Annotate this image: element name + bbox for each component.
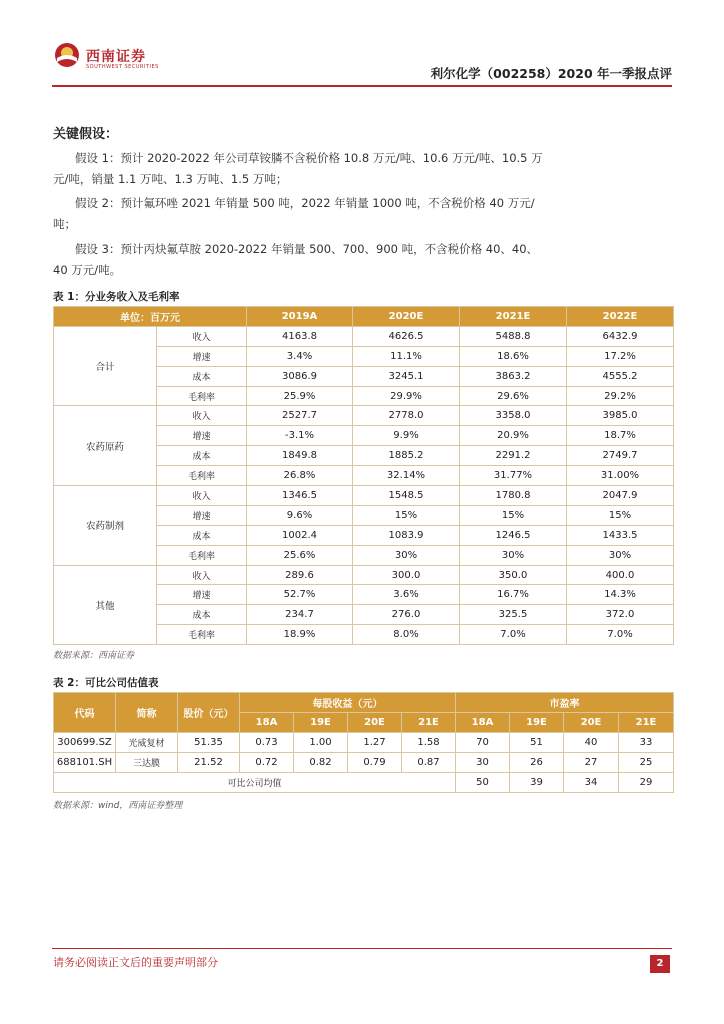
value-cell: 3245.1 bbox=[353, 366, 460, 386]
year-header: 2021E bbox=[460, 307, 567, 327]
table1-caption: 表 1：分业务收入及毛利率 bbox=[53, 291, 180, 303]
revenue-margin-table bbox=[53, 306, 674, 645]
price-header: 股价（元） bbox=[178, 693, 240, 733]
value-cell: 3.4% bbox=[247, 346, 353, 366]
pe-cell: 27 bbox=[564, 753, 619, 773]
value-cell: 3863.2 bbox=[460, 366, 567, 386]
period-header: 18A bbox=[240, 713, 294, 733]
assumption-paragraph-3: 假设 3：预计丙炔氟草胺 2020-2022 年销量 500、700、900 吨，不含税价格 40、40、40 万元/吨。 bbox=[53, 242, 539, 277]
pe-cell: 70 bbox=[456, 733, 510, 753]
value-cell: 16.7% bbox=[460, 585, 567, 605]
value-cell: 4626.5 bbox=[353, 326, 460, 346]
value-cell: 400.0 bbox=[567, 565, 674, 585]
value-cell: 1849.8 bbox=[247, 446, 353, 466]
value-cell: 3086.9 bbox=[247, 366, 353, 386]
table2-caption: 表 2：可比公司估值表 bbox=[53, 677, 159, 689]
average-pe-cell: 34 bbox=[564, 773, 619, 793]
pe-cell: 26 bbox=[510, 753, 564, 773]
eps-cell: 0.82 bbox=[294, 753, 348, 773]
value-cell: 31.77% bbox=[460, 466, 567, 486]
average-row bbox=[54, 773, 674, 793]
value-cell: 30% bbox=[460, 545, 567, 565]
pe-cell: 51 bbox=[510, 733, 564, 753]
value-cell: 1246.5 bbox=[460, 525, 567, 545]
stock-price: 21.52 bbox=[178, 753, 240, 773]
header-divider bbox=[52, 85, 672, 87]
value-cell: 29.9% bbox=[353, 386, 460, 406]
table-row bbox=[54, 565, 674, 585]
period-header: 19E bbox=[294, 713, 348, 733]
value-cell: 18.9% bbox=[247, 625, 353, 645]
value-cell: 25.9% bbox=[247, 386, 353, 406]
value-cell: 1083.9 bbox=[353, 525, 460, 545]
metric-label: 增速 bbox=[157, 346, 247, 366]
value-cell: 2527.7 bbox=[247, 406, 353, 426]
metric-label: 成本 bbox=[157, 366, 247, 386]
footer-divider bbox=[52, 948, 672, 949]
segment-name: 农药制剂 bbox=[54, 486, 157, 566]
table-row bbox=[54, 326, 674, 346]
metric-label: 毛利率 bbox=[157, 625, 247, 645]
period-header: 20E bbox=[564, 713, 619, 733]
value-cell: 29.6% bbox=[460, 386, 567, 406]
average-pe-cell: 29 bbox=[619, 773, 674, 793]
metric-label: 成本 bbox=[157, 605, 247, 625]
value-cell: 26.8% bbox=[247, 466, 353, 486]
value-cell: 11.1% bbox=[353, 346, 460, 366]
value-cell: 325.5 bbox=[460, 605, 567, 625]
logo-english-name: SOUTHWEST SECURITIES bbox=[86, 64, 159, 70]
eps-cell: 0.72 bbox=[240, 753, 294, 773]
value-cell: 300.0 bbox=[353, 565, 460, 585]
eps-cell: 1.00 bbox=[294, 733, 348, 753]
value-cell: 18.6% bbox=[460, 346, 567, 366]
value-cell: -3.1% bbox=[247, 426, 353, 446]
table1-source: 数据来源：西南证券 bbox=[53, 651, 135, 661]
year-header: 2019A bbox=[247, 307, 353, 327]
company-logo bbox=[48, 40, 168, 80]
value-cell: 276.0 bbox=[353, 605, 460, 625]
stock-code: 300699.SZ bbox=[54, 733, 116, 753]
disclaimer-text: 请务必阅读正文后的重要声明部分 bbox=[53, 956, 218, 969]
value-cell: 289.6 bbox=[247, 565, 353, 585]
value-cell: 372.0 bbox=[567, 605, 674, 625]
value-cell: 1885.2 bbox=[353, 446, 460, 466]
value-cell: 2047.9 bbox=[567, 486, 674, 506]
eps-cell: 1.58 bbox=[402, 733, 456, 753]
metric-label: 收入 bbox=[157, 565, 247, 585]
segment-name: 农药原药 bbox=[54, 406, 157, 486]
stock-name: 三达膜 bbox=[116, 753, 178, 773]
table-row bbox=[54, 753, 674, 773]
report-title: 利尔化学（002258）2020 年一季报点评 bbox=[430, 66, 672, 81]
value-cell: 20.9% bbox=[460, 426, 567, 446]
metric-label: 成本 bbox=[157, 525, 247, 545]
value-cell: 9.9% bbox=[353, 426, 460, 446]
year-header: 2022E bbox=[567, 307, 674, 327]
value-cell: 5488.8 bbox=[460, 326, 567, 346]
metric-label: 增速 bbox=[157, 426, 247, 446]
value-cell: 1346.5 bbox=[247, 486, 353, 506]
value-cell: 3358.0 bbox=[460, 406, 567, 426]
table-row bbox=[54, 406, 674, 426]
value-cell: 1780.8 bbox=[460, 486, 567, 506]
logo-emblem-icon bbox=[54, 42, 80, 68]
eps-cell: 1.27 bbox=[348, 733, 402, 753]
valuation-table bbox=[53, 692, 674, 793]
value-cell: 52.7% bbox=[247, 585, 353, 605]
metric-label: 增速 bbox=[157, 505, 247, 525]
period-header: 21E bbox=[619, 713, 674, 733]
value-cell: 2749.7 bbox=[567, 446, 674, 466]
page-number: 2 bbox=[650, 955, 670, 973]
eps-cell: 0.79 bbox=[348, 753, 402, 773]
metric-label: 增速 bbox=[157, 585, 247, 605]
value-cell: 3.6% bbox=[353, 585, 460, 605]
table-row bbox=[54, 486, 674, 506]
stock-code: 688101.SH bbox=[54, 753, 116, 773]
value-cell: 15% bbox=[460, 505, 567, 525]
name-header: 简称 bbox=[116, 693, 178, 733]
metric-label: 毛利率 bbox=[157, 386, 247, 406]
logo-chinese-name: 西南证券 bbox=[86, 49, 146, 65]
value-cell: 7.0% bbox=[460, 625, 567, 645]
average-label: 可比公司均值 bbox=[54, 773, 456, 793]
value-cell: 29.2% bbox=[567, 386, 674, 406]
value-cell: 30% bbox=[353, 545, 460, 565]
period-header: 20E bbox=[348, 713, 402, 733]
value-cell: 1548.5 bbox=[353, 486, 460, 506]
value-cell: 25.6% bbox=[247, 545, 353, 565]
eps-header: 每股收益（元） bbox=[240, 693, 456, 713]
eps-cell: 0.73 bbox=[240, 733, 294, 753]
metric-label: 毛利率 bbox=[157, 545, 247, 565]
value-cell: 15% bbox=[353, 505, 460, 525]
assumption-paragraph-2: 假设 2：预计氟环唑 2021 年销量 500 吨，2022 年销量 1000 吨，不含税价格 40 万元/吨； bbox=[53, 196, 535, 231]
metric-label: 收入 bbox=[157, 326, 247, 346]
value-cell: 18.7% bbox=[567, 426, 674, 446]
metric-label: 收入 bbox=[157, 406, 247, 426]
stock-name: 光威复材 bbox=[116, 733, 178, 753]
value-cell: 3985.0 bbox=[567, 406, 674, 426]
value-cell: 1433.5 bbox=[567, 525, 674, 545]
value-cell: 4555.2 bbox=[567, 366, 674, 386]
pe-header: 市盈率 bbox=[456, 693, 674, 713]
period-header: 21E bbox=[402, 713, 456, 733]
table-header-row bbox=[54, 307, 674, 327]
average-pe-cell: 50 bbox=[456, 773, 510, 793]
code-header: 代码 bbox=[54, 693, 116, 733]
average-pe-cell: 39 bbox=[510, 773, 564, 793]
value-cell: 9.6% bbox=[247, 505, 353, 525]
assumption-paragraph-1: 假设 1：预计 2020-2022 年公司草铵膦不含税价格 10.8 万元/吨、10.6 万元/吨、10.5 万元/吨，销量 1.1 万吨、1.3 万吨、1.5 万吨； bbox=[53, 151, 543, 186]
stock-price: 51.35 bbox=[178, 733, 240, 753]
value-cell: 8.0% bbox=[353, 625, 460, 645]
segment-name: 其他 bbox=[54, 565, 157, 645]
value-cell: 7.0% bbox=[567, 625, 674, 645]
value-cell: 6432.9 bbox=[567, 326, 674, 346]
period-header: 19E bbox=[510, 713, 564, 733]
table2-source: 数据来源：wind，西南证券整理 bbox=[53, 801, 183, 811]
value-cell: 30% bbox=[567, 545, 674, 565]
value-cell: 350.0 bbox=[460, 565, 567, 585]
section-title: 关键假设： bbox=[53, 127, 119, 142]
pe-cell: 25 bbox=[619, 753, 674, 773]
pe-cell: 30 bbox=[456, 753, 510, 773]
value-cell: 14.3% bbox=[567, 585, 674, 605]
eps-cell: 0.87 bbox=[402, 753, 456, 773]
value-cell: 234.7 bbox=[247, 605, 353, 625]
table-row bbox=[54, 733, 674, 753]
pe-cell: 40 bbox=[564, 733, 619, 753]
period-header: 18A bbox=[456, 713, 510, 733]
value-cell: 31.00% bbox=[567, 466, 674, 486]
value-cell: 15% bbox=[567, 505, 674, 525]
value-cell: 2778.0 bbox=[353, 406, 460, 426]
metric-label: 毛利率 bbox=[157, 466, 247, 486]
table-header-row bbox=[54, 693, 674, 713]
metric-label: 成本 bbox=[157, 446, 247, 466]
unit-label: 单位：百万元 bbox=[54, 307, 247, 327]
value-cell: 17.2% bbox=[567, 346, 674, 366]
value-cell: 2291.2 bbox=[460, 446, 567, 466]
value-cell: 1002.4 bbox=[247, 525, 353, 545]
metric-label: 收入 bbox=[157, 486, 247, 506]
year-header: 2020E bbox=[353, 307, 460, 327]
value-cell: 32.14% bbox=[353, 466, 460, 486]
value-cell: 4163.8 bbox=[247, 326, 353, 346]
segment-name: 合计 bbox=[54, 326, 157, 406]
pe-cell: 33 bbox=[619, 733, 674, 753]
